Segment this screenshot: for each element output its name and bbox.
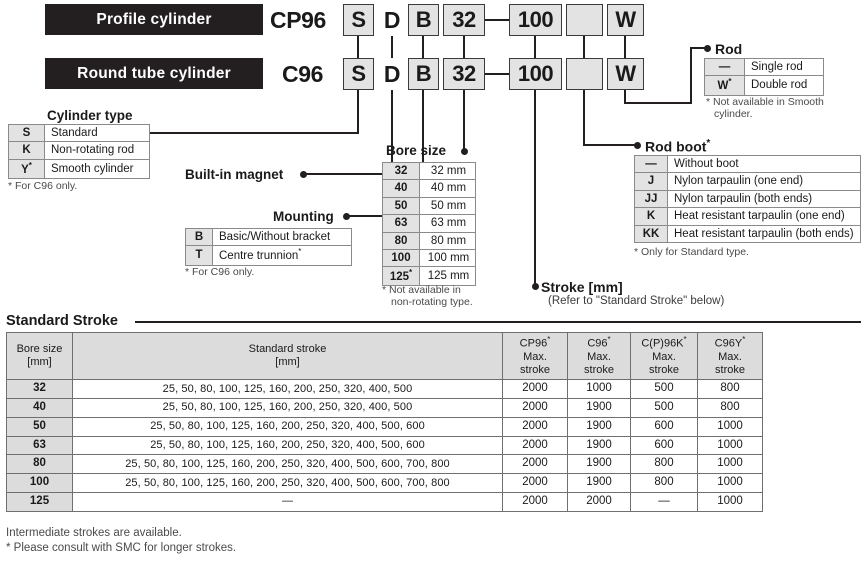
row-cp96-32: 2000 xyxy=(503,380,568,399)
rod-title: Rod xyxy=(715,41,743,57)
code-box-stroke-bottom[interactable]: 100 xyxy=(509,58,562,90)
table-row xyxy=(7,399,763,418)
mounting-label-b: Basic/Without bracket xyxy=(213,229,352,246)
table-row xyxy=(7,493,763,512)
rod-boot-label-k: Heat resistant tarpaulin (one end) xyxy=(668,208,861,225)
code-box-magnet-bottom: D xyxy=(383,60,401,87)
banner-profile-cylinder-label: Profile cylinder xyxy=(96,10,212,28)
cylinder-type-code-s: S xyxy=(9,125,45,142)
table-header-row xyxy=(7,333,763,380)
code-box-bore-bottom[interactable]: 32 xyxy=(443,58,485,90)
table-row xyxy=(383,197,476,214)
header-c96y-name-text: C96Y xyxy=(714,337,743,350)
table-row xyxy=(7,436,763,455)
row-c96y-100: 1000 xyxy=(698,474,763,493)
header-cp96-l2: Max. xyxy=(523,350,547,363)
header-cpk96-l2: Max. xyxy=(652,350,676,363)
row-strokes-100: 25, 50, 80, 100, 125, 160, 200, 250, 320, 400, 500, 600, 700, 800 xyxy=(73,474,503,493)
bore-size-table xyxy=(382,162,476,286)
row-c96-40: 1900 xyxy=(568,399,631,418)
table-row xyxy=(383,163,476,180)
row-c96-80: 1900 xyxy=(568,455,631,474)
leader-mounting-dot xyxy=(343,213,350,220)
rod-label-single: Single rod xyxy=(745,59,824,76)
leader-cylinder-type-vertical xyxy=(357,90,359,134)
row-strokes-32: 25, 50, 80, 100, 125, 160, 200, 250, 320, 400, 500 xyxy=(73,380,503,399)
leader-rod-horizontal-lower xyxy=(624,102,692,104)
rod-code-double xyxy=(705,76,745,95)
leader-rodboot-vertical xyxy=(583,90,585,146)
header-c96-l2: Max. xyxy=(587,350,611,363)
header-cp96-name-text: CP96 xyxy=(519,337,548,350)
header-cp96-max-stroke xyxy=(503,333,568,380)
rod-boot-label-none: Without boot xyxy=(668,156,861,173)
banner-round-tube-cylinder-label: Round tube cylinder xyxy=(77,64,231,82)
code-box-rod-bottom[interactable]: W xyxy=(607,58,644,90)
mounting-label-t-sup: * xyxy=(298,247,302,257)
bore-size-note-line2: non-rotating type. xyxy=(391,296,473,308)
row-cpk-80: 800 xyxy=(631,455,698,474)
row-c96-32: 1000 xyxy=(568,380,631,399)
cylinder-type-table xyxy=(8,124,150,179)
row-c96y-40: 800 xyxy=(698,399,763,418)
bore-size-title: Bore size xyxy=(386,143,447,158)
bore-code-32: 32 xyxy=(383,163,420,180)
rod-boot-title-sup: * xyxy=(706,138,711,149)
table-row xyxy=(7,455,763,474)
table-row xyxy=(635,173,861,190)
code-box-rodboot-top[interactable] xyxy=(566,4,603,36)
banner-profile-cylinder xyxy=(45,4,263,35)
row-bore-63: 63 xyxy=(7,436,73,455)
rod-boot-table xyxy=(634,155,861,243)
rod-code-double-sup: * xyxy=(728,77,732,87)
leader-magnet-dot xyxy=(300,171,307,178)
header-c96y-sup: * xyxy=(742,335,746,344)
table-row xyxy=(9,159,150,178)
rod-boot-label-j: Nylon tarpaulin (one end) xyxy=(668,173,861,190)
table-row xyxy=(383,215,476,232)
row-c96-50: 1900 xyxy=(568,417,631,436)
row-cpk-125: — xyxy=(631,493,698,512)
header-c96-sup: * xyxy=(607,335,611,344)
row-strokes-40: 25, 50, 80, 100, 125, 160, 200, 250, 320, 400, 500 xyxy=(73,399,503,418)
code-box-rodboot-bottom[interactable] xyxy=(566,58,603,90)
mounting-code-t: T xyxy=(186,246,213,265)
bore-code-50: 50 xyxy=(383,197,420,214)
row-cp96-63: 2000 xyxy=(503,436,568,455)
table-row xyxy=(186,229,352,246)
link-bore-vertical xyxy=(463,36,465,58)
row-cpk-63: 600 xyxy=(631,436,698,455)
row-cp96-40: 2000 xyxy=(503,399,568,418)
leader-rodboot-dot xyxy=(634,142,641,149)
rod-code-single: — xyxy=(705,59,745,76)
header-c96y-l2: Max. xyxy=(718,350,742,363)
row-bore-80: 80 xyxy=(7,455,73,474)
rod-boot-note: * Only for Standard type. xyxy=(634,246,749,258)
header-bore-size xyxy=(7,333,73,380)
leader-rodboot-horizontal xyxy=(583,144,637,146)
header-cpk96-name xyxy=(633,335,695,351)
row-cp96-50: 2000 xyxy=(503,417,568,436)
leader-rod-dot xyxy=(704,45,711,52)
link-magnet-vertical xyxy=(391,36,393,58)
row-c96y-50: 1000 xyxy=(698,417,763,436)
table-row xyxy=(7,417,763,436)
bore-code-80: 80 xyxy=(383,232,420,249)
rod-boot-code-kk: KK xyxy=(635,225,668,242)
link-stroke-vertical xyxy=(534,36,536,58)
row-c96-63: 1900 xyxy=(568,436,631,455)
rod-code-double-text: W xyxy=(717,80,729,93)
standard-stroke-footnote-2: * Please consult with SMC for longer strokes. xyxy=(6,542,237,554)
row-bore-125: 125 xyxy=(7,493,73,512)
rod-table xyxy=(704,58,824,96)
table-row xyxy=(7,380,763,399)
rod-boot-code-none: — xyxy=(635,156,668,173)
row-strokes-63: 25, 50, 80, 100, 125, 160, 200, 250, 320, 400, 500, 600 xyxy=(73,436,503,455)
leader-bore-dot xyxy=(461,148,468,155)
rod-boot-label-kk: Heat resistant tarpaulin (both ends) xyxy=(668,225,861,242)
row-bore-40: 40 xyxy=(7,399,73,418)
leader-cylinder-type-horizontal xyxy=(148,132,359,134)
mounting-code-b: B xyxy=(186,229,213,246)
header-cpk96-l3: stroke xyxy=(649,364,679,377)
header-c96-l3: stroke xyxy=(584,364,614,377)
row-cpk-100: 800 xyxy=(631,474,698,493)
rod-boot-code-jj: JJ xyxy=(635,190,668,207)
code-box-cylinder-type-top[interactable]: S xyxy=(343,4,374,36)
rod-boot-label-jj: Nylon tarpaulin (both ends) xyxy=(668,190,861,207)
bore-code-125-text: 125 xyxy=(389,271,410,284)
link-cylinder-type-vertical xyxy=(357,36,359,58)
table-row xyxy=(635,225,861,242)
header-c96-max-stroke xyxy=(568,333,631,380)
table-row xyxy=(383,232,476,249)
header-bore-size-line2: [mm] xyxy=(27,356,52,369)
row-cpk-40: 500 xyxy=(631,399,698,418)
bore-code-125-sup: * xyxy=(409,268,413,278)
row-c96-125: 2000 xyxy=(568,493,631,512)
table-row xyxy=(186,246,352,265)
code-connector-bore-stroke-bottom xyxy=(485,73,509,75)
header-c96y-l3: stroke xyxy=(715,364,745,377)
mounting-table xyxy=(185,228,352,266)
header-cpk96-sup: * xyxy=(683,335,687,344)
cylinder-type-code-y xyxy=(9,159,45,178)
row-c96y-80: 1000 xyxy=(698,455,763,474)
rod-note-line1: * Not available in Smooth xyxy=(706,96,824,108)
row-cp96-100: 2000 xyxy=(503,474,568,493)
row-cpk-50: 600 xyxy=(631,417,698,436)
header-bore-size-line1: Bore size xyxy=(16,342,63,355)
table-row xyxy=(383,249,476,266)
cylinder-type-label-y: Smooth cylinder xyxy=(45,159,150,178)
table-row xyxy=(705,76,824,95)
bore-code-63: 63 xyxy=(383,215,420,232)
leader-stroke-vertical xyxy=(534,90,536,286)
table-row xyxy=(9,125,150,142)
rod-boot-title xyxy=(645,138,710,155)
table-row xyxy=(383,180,476,197)
leader-magnet-horizontal xyxy=(305,173,393,175)
header-c96y-max-stroke xyxy=(698,333,763,380)
header-standard-stroke-line2: [mm] xyxy=(275,356,300,369)
code-box-cylinder-type-bottom[interactable]: S xyxy=(343,58,374,90)
leader-stroke-dot xyxy=(532,283,539,290)
code-box-stroke-top[interactable]: 100 xyxy=(509,4,562,36)
standard-stroke-section-rule xyxy=(135,321,861,323)
row-bore-50: 50 xyxy=(7,417,73,436)
cylinder-type-code-y-sup: * xyxy=(28,160,32,170)
cylinder-type-label-s: Standard xyxy=(45,125,150,142)
header-c96-name-text: C96 xyxy=(587,337,608,350)
bore-label-100: 100 mm xyxy=(420,249,476,266)
code-box-magnet-top: D xyxy=(383,6,401,33)
banner-round-tube-cylinder xyxy=(45,58,263,89)
mounting-note: * For C96 only. xyxy=(185,266,255,278)
header-cp96-sup: * xyxy=(547,335,551,344)
cylinder-type-code-y-text: Y xyxy=(21,163,29,176)
bore-code-100: 100 xyxy=(383,249,420,266)
rod-boot-title-text: Rod boot xyxy=(645,138,707,155)
link-rod-vertical xyxy=(624,36,626,58)
mounting-label-t xyxy=(213,246,352,265)
link-rodboot-vertical xyxy=(583,36,585,58)
bore-label-63: 63 mm xyxy=(420,215,476,232)
stroke-note: (Refer to "Standard Stroke" below) xyxy=(548,295,725,307)
mounting-label-t-text: Centre trunnion xyxy=(219,250,299,263)
header-cpk96-name-text: C(P)96K xyxy=(641,337,684,350)
table-row xyxy=(9,142,150,159)
cylinder-type-label-k: Non-rotating rod xyxy=(45,142,150,159)
header-cp96-name xyxy=(505,335,565,351)
table-row xyxy=(7,474,763,493)
bore-code-40: 40 xyxy=(383,180,420,197)
code-box-rod-top[interactable]: W xyxy=(607,4,644,36)
rod-boot-code-k: K xyxy=(635,208,668,225)
bore-label-125: 125 mm xyxy=(420,267,476,286)
header-cp96-l3: stroke xyxy=(520,364,550,377)
cylinder-type-title: Cylinder type xyxy=(47,108,133,123)
bore-label-50: 50 mm xyxy=(420,197,476,214)
row-c96y-32: 800 xyxy=(698,380,763,399)
row-cp96-80: 2000 xyxy=(503,455,568,474)
row-bore-32: 32 xyxy=(7,380,73,399)
header-standard-stroke-line1: Standard stroke xyxy=(248,342,327,355)
bore-label-80: 80 mm xyxy=(420,232,476,249)
code-box-mounting-top[interactable]: B xyxy=(408,4,439,36)
table-row xyxy=(705,59,824,76)
bore-label-32: 32 mm xyxy=(420,163,476,180)
header-c96-name xyxy=(570,335,628,351)
row-cp96-125: 2000 xyxy=(503,493,568,512)
leader-bore-vertical xyxy=(463,90,465,152)
table-row xyxy=(635,156,861,173)
standard-stroke-table xyxy=(6,332,763,512)
code-connector-bore-stroke-top xyxy=(485,19,509,21)
cylinder-type-note: * For C96 only. xyxy=(8,180,78,192)
rod-boot-code-j: J xyxy=(635,173,668,190)
code-box-mounting-bottom[interactable]: B xyxy=(408,58,439,90)
row-strokes-50: 25, 50, 80, 100, 125, 160, 200, 250, 320, 400, 500, 600 xyxy=(73,417,503,436)
leader-rod-vertical-up xyxy=(690,48,692,104)
table-row xyxy=(635,208,861,225)
header-cpk96-max-stroke xyxy=(631,333,698,380)
standard-stroke-section-title: Standard Stroke xyxy=(6,313,118,329)
model-prefix-c96: C96 xyxy=(282,60,323,87)
bore-label-40: 40 mm xyxy=(420,180,476,197)
mounting-title: Mounting xyxy=(273,209,334,224)
row-cpk-32: 500 xyxy=(631,380,698,399)
stroke-title: Stroke [mm] xyxy=(541,279,623,295)
model-prefix-cp96: CP96 xyxy=(270,6,326,33)
cylinder-type-code-k: K xyxy=(9,142,45,159)
header-c96y-name xyxy=(700,335,760,351)
bore-size-note-line1: * Not available in xyxy=(382,284,461,296)
row-bore-100: 100 xyxy=(7,474,73,493)
row-c96y-125: 1000 xyxy=(698,493,763,512)
rod-label-double: Double rod xyxy=(745,76,824,95)
link-mounting-vertical xyxy=(422,36,424,58)
row-c96-100: 1900 xyxy=(568,474,631,493)
rod-note-line2: cylinder. xyxy=(714,108,753,120)
row-strokes-80: 25, 50, 80, 100, 125, 160, 200, 250, 320, 400, 500, 600, 700, 800 xyxy=(73,455,503,474)
code-box-bore-top[interactable]: 32 xyxy=(443,4,485,36)
row-strokes-125: — xyxy=(73,493,503,512)
table-row xyxy=(635,190,861,207)
row-c96y-63: 1000 xyxy=(698,436,763,455)
built-in-magnet-title: Built-in magnet xyxy=(185,167,284,182)
standard-stroke-footnote-1: Intermediate strokes are available. xyxy=(6,527,182,539)
header-standard-stroke xyxy=(73,333,503,380)
